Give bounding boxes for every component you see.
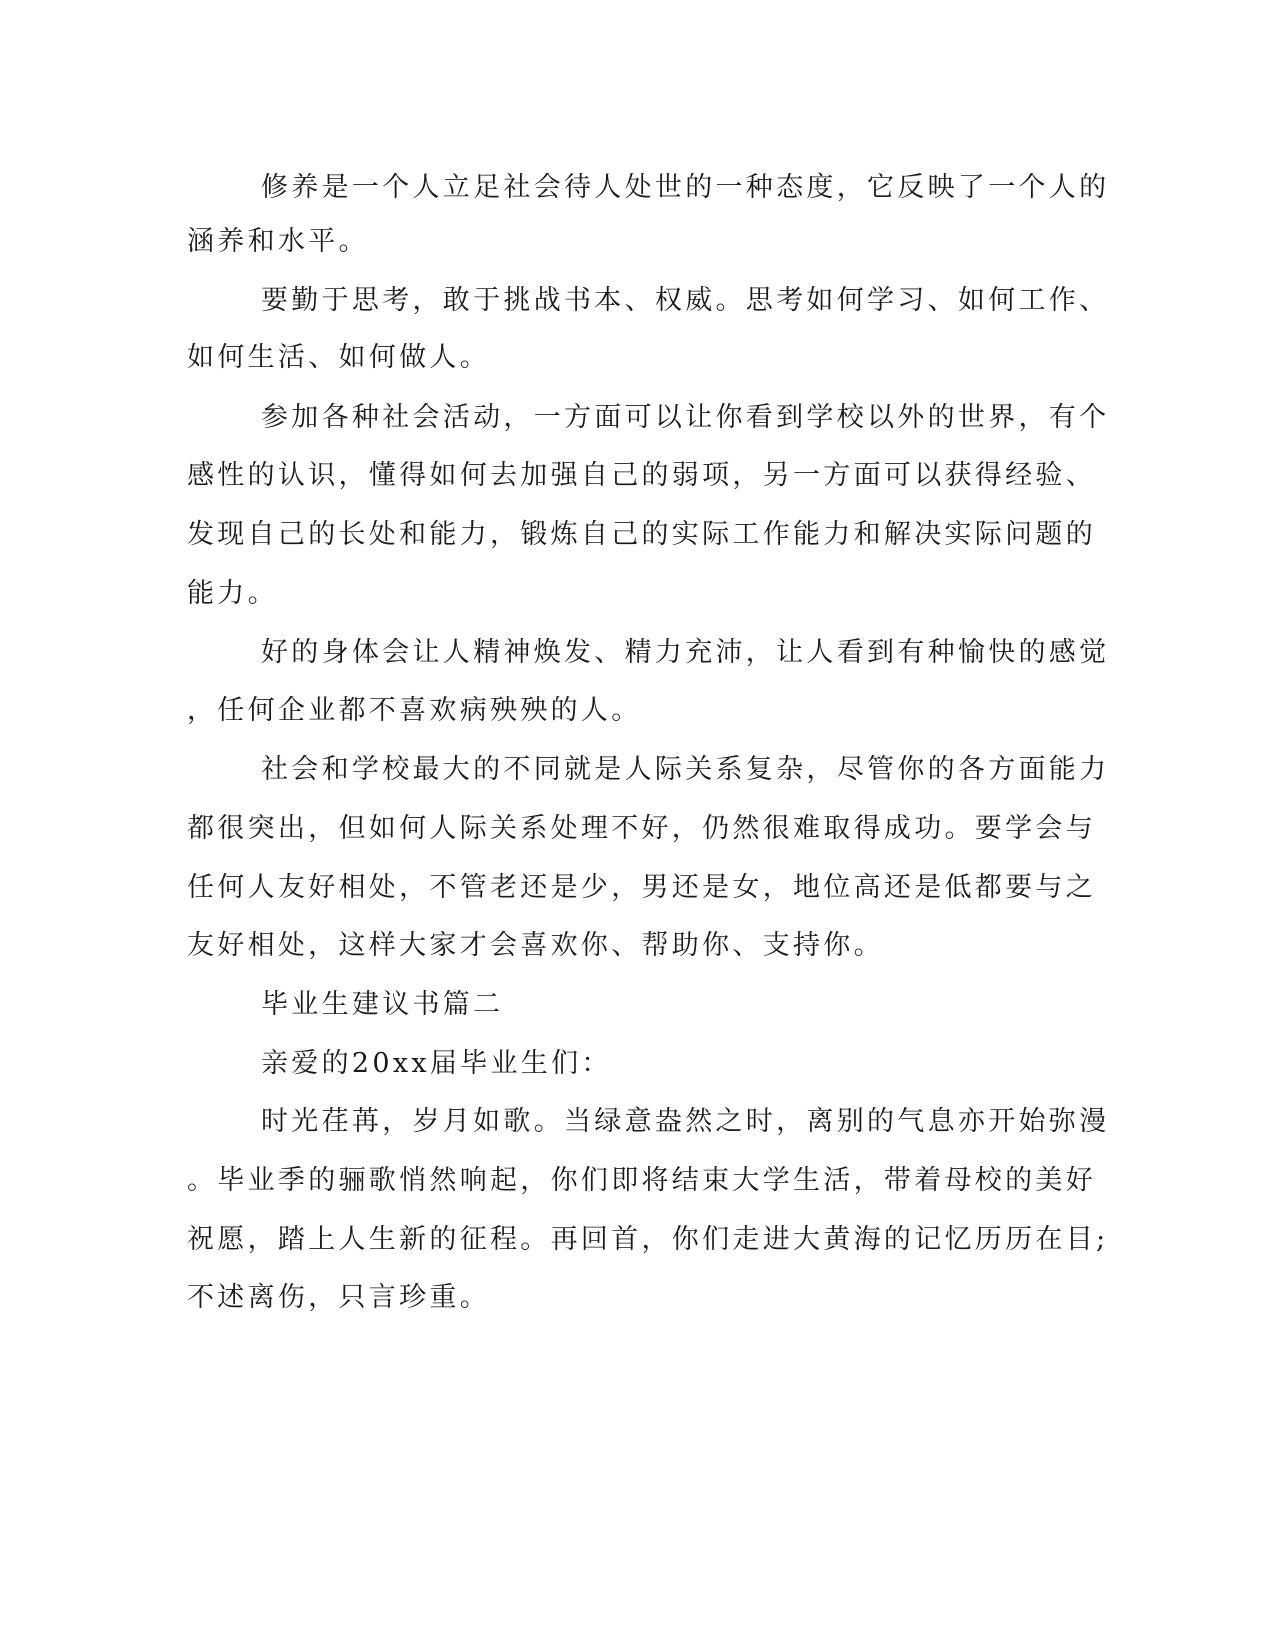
paragraph-6-line-3: 祝愿，踏上人生新的征程。再回首，你们走进大黄海的记忆历历在目;	[187, 1224, 1109, 1255]
paragraph-1-line-1: 修养是一个人立足社会待人处世的一种态度，它反映了一个人的	[261, 172, 1110, 203]
paragraph-5-line-1: 社会和学校最大的不同就是人际关系复杂，尽管你的各方面能力	[261, 754, 1110, 785]
paragraph-4-line-1: 好的身体会让人精神焕发、精力充沛，让人看到有种愉快的感觉	[261, 637, 1110, 668]
paragraph-6-line-2: 。毕业季的骊歌悄然响起，你们即将结束大学生活，带着母校的美好	[187, 1165, 1096, 1196]
paragraph-3-line-3: 发现自己的长处和能力，锻炼自己的实际工作能力和解决实际问题的	[187, 519, 1096, 550]
paragraph-3-line-1: 参加各种社会活动，一方面可以让你看到学校以外的世界，有个	[261, 402, 1110, 433]
paragraph-5-line-3: 任何人友好相处，不管老还是少，男还是女，地位高还是低都要与之	[187, 872, 1096, 903]
paragraph-3-line-4: 能力。	[187, 578, 278, 609]
salutation: 亲爱的20xx届毕业生们：	[261, 1048, 612, 1079]
paragraph-1-line-2: 涵养和水平。	[187, 226, 369, 257]
paragraph-5-line-4: 友好相处，这样大家才会喜欢你、帮助你、支持你。	[187, 930, 884, 961]
paragraph-5-line-2: 都很突出，但如何人际关系处理不好，仍然很难取得成功。要学会与	[187, 813, 1096, 844]
section-heading: 毕业生建议书篇二	[261, 989, 504, 1020]
paragraph-2-line-1: 要勤于思考，敢于挑战书本、权威。思考如何学习、如何工作、	[261, 285, 1110, 316]
paragraph-6-line-4: 不述离伤，只言珍重。	[187, 1282, 490, 1313]
paragraph-6-line-1: 时光荏苒，岁月如歌。当绿意盎然之时，离别的气息亦开始弥漫	[261, 1106, 1110, 1137]
paragraph-4-line-2: ，任何企业都不喜欢病殃殃的人。	[187, 695, 642, 726]
paragraph-2-line-2: 如何生活、如何做人。	[187, 342, 490, 373]
paragraph-3-line-2: 感性的认识，懂得如何去加强自己的弱项，另一方面可以获得经验、	[187, 460, 1096, 491]
